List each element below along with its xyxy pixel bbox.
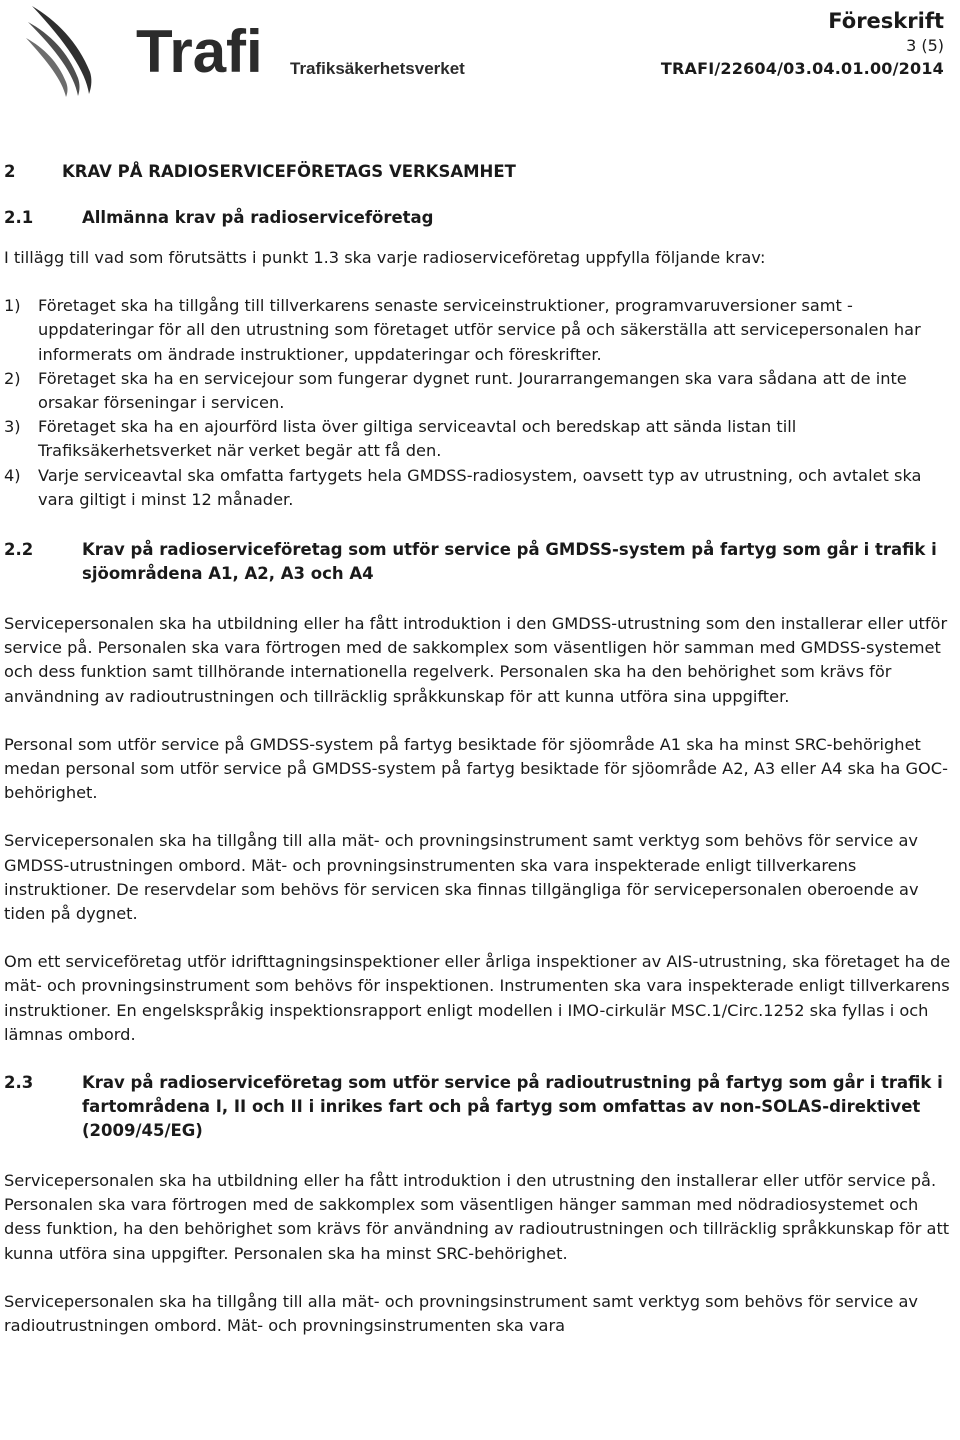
list-item	[4, 415, 954, 463]
list-item	[4, 294, 954, 367]
section-2-3-heading	[4, 1071, 954, 1143]
paragraph: Servicepersonalen ska ha utbildning eller ha fått introduktion i den GMDSS-utrustning som den installerar eller utför service på. Personalen ska vara förtrogen med de sakkomplex som väsentligen hör samman med GMDSS-systemet och dess funktion samt tillhörande internationella regelverk. Personalen ska ha den behörighet som krävs för användning av radioutrustningen och tillräcklig språkkunskap för att kunna utföra sina uppgifter.	[4, 614, 948, 706]
logo-subtitle: Trafiksäkerhetsverket	[290, 59, 465, 78]
logo-wordmark: Trafi	[136, 18, 263, 85]
section-2-1-intro: I tillägg till vad som förutsätts i punkt 1.3 ska varje radioserviceföretag uppfylla följande krav:	[4, 248, 766, 267]
section-number: 2.3	[4, 1073, 34, 1093]
document-reference: TRAFI/22604/03.04.01.00/2014	[660, 59, 944, 78]
list-item	[4, 464, 954, 512]
section-title: Krav på radioserviceföretag som utför service på radioutrustning på fartyg som går i trafik i fartområdena I, II och II i inrikes fart och på fartyg som omfattas av non-SOLAS-direktivet (2009/45/EG)	[82, 1073, 943, 1141]
paragraph: Om ett serviceföretag utför idrifttagningsinspektioner eller årliga inspektioner av AIS-utrustning, ska företaget ha de mät- och provningsinstrument som behövs för inspektionen. Instrumenten ska vara inspekterade enligt tillverkarens instruktioner. En engelskspråkig inspektionsrapport enligt modellen i IMO-cirkulär MSC.1/Circ.1252 ska fyllas i och lämnas ombord.	[4, 952, 951, 1044]
section-title: Krav på radioserviceföretag som utför service på GMDSS-system på fartyg som går i trafik i sjöområdena A1, A2, A3 och A4	[82, 540, 937, 584]
section-2-1-heading	[4, 206, 954, 230]
list-text: Företaget ska ha tillgång till tillverkarens senaste serviceinstruktioner, programvaruversioner samt -uppdateringar för all den utrustning som företaget utför service på och säkerställa att servicepersonalen har informerats om ändrade instruktioner, uppdateringar och föreskrifter.	[38, 296, 921, 364]
section-number: 2.1	[4, 208, 34, 227]
list-number: 2)	[4, 368, 21, 388]
list-text: Företaget ska ha en servicejour som fungerar dygnet runt. Jourarrangemangen ska vara sådana att de inte orsakar förseningar i servicen.	[38, 368, 907, 413]
section-title: Allmänna krav på radioserviceföretag	[82, 208, 434, 227]
section-2-2-heading	[4, 538, 954, 586]
paragraph: Servicepersonalen ska ha utbildning eller ha fått introduktion i den utrustning den installerar eller utför service på. Personalen ska vara förtrogen med de sakkomplex som väsentligen hänger samman med nödradiosystemet och dess funktion, ha den behörighet som krävs för användning av radioutrustningen och tillräcklig språkkunskap för att kunna utföra sina uppgifter. Personalen ska ha minst SRC-behörighet.	[4, 1171, 950, 1263]
section-number: 2.2	[4, 540, 34, 560]
paragraph: Servicepersonalen ska ha tillgång till alla mät- och provningsinstrument samt verktyg som behövs för service av radioutrustningen ombord. Mät- och provningsinstrumenten ska vara	[4, 1291, 919, 1336]
list-item	[4, 367, 954, 415]
section-2-heading	[4, 158, 954, 186]
document-header	[661, 8, 944, 80]
document-body	[4, 158, 954, 1338]
trafi-logo	[26, 2, 466, 98]
list-text: Varje serviceavtal ska omfatta fartygets hela GMDSS-radiosystem, oavsett typ av utrustning, och avtalet ska vara giltigt i minst 12 månader.	[38, 465, 922, 509]
logo-mark	[26, 6, 91, 97]
paragraph: Servicepersonalen ska ha tillgång till alla mät- och provningsinstrument samt verktyg som behövs för service av GMDSS-utrustningen ombord. Mät- och provningsinstrumenten ska vara inspekterade enligt tillverkarens instruktioner. De reservdelar som behövs för servicen ska finnas tillgängliga för servicepersonalen oberoende av tiden på dygnet.	[4, 831, 919, 924]
list-text: Företaget ska ha en ajourförd lista över giltiga serviceavtal och beredskap att sända listan till Trafiksäkerhetsverket när verket begär att få den.	[38, 417, 797, 461]
section-title: KRAV PÅ RADIOSERVICEFÖRETAGS VERKSAMHET	[62, 162, 516, 181]
page-number: 3 (5)	[906, 36, 944, 55]
document-type: Föreskrift	[828, 9, 944, 33]
paragraph: Personal som utför service på GMDSS-system på fartyg besiktade för sjöområde A1 ska ha minst SRC-behörighet medan personal som utför service på GMDSS-system på fartyg besiktade för sjöområde A2, A3 eller A4 ska ha GOC-behörighet.	[4, 734, 948, 803]
list-number: 3)	[4, 417, 21, 437]
list-number: 4)	[4, 465, 21, 485]
section-number: 2	[4, 162, 16, 181]
list-number: 1)	[4, 296, 21, 316]
